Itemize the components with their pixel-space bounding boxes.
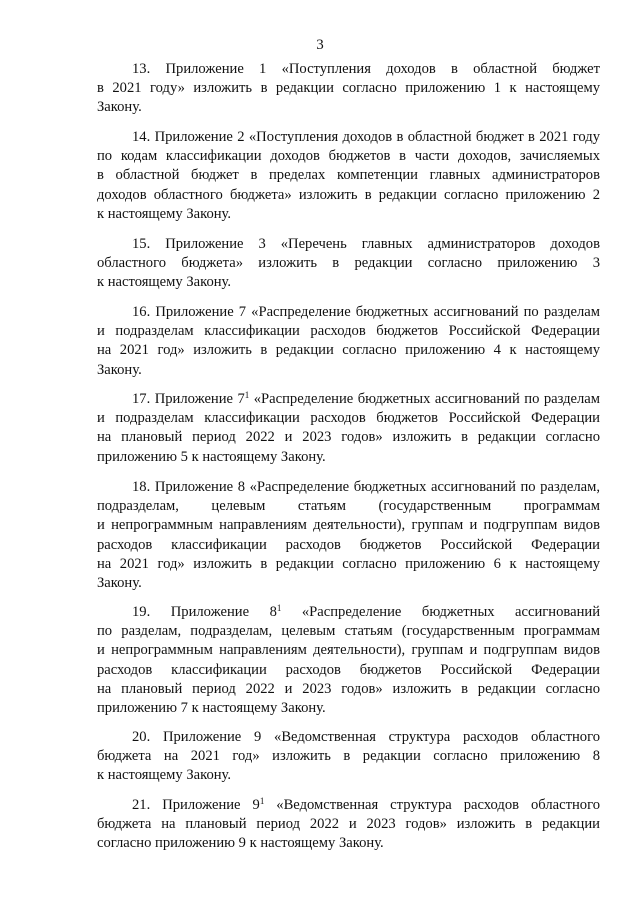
paragraph-line: и непрограммным направлениям деятельности), группам и подгруппам видов bbox=[97, 517, 600, 534]
paragraph-line: приложению 5 к настоящему Закону. bbox=[97, 448, 326, 465]
paragraph-line: подразделам, целевым статьям (государственным программам bbox=[97, 498, 600, 515]
appendix-ref: 17. Приложение 7 bbox=[132, 391, 245, 407]
superscript: 1 bbox=[244, 390, 250, 400]
paragraph-19 bbox=[97, 603, 600, 718]
line-text: «Ведомственная структура расходов областного bbox=[264, 797, 600, 813]
paragraph-line: приложению 7 к настоящему Закону. bbox=[97, 699, 326, 716]
paragraph-line: к настоящему Закону. bbox=[97, 274, 232, 291]
paragraph-line: согласно приложению 9 к настоящему Закону. bbox=[97, 835, 384, 852]
line-text: «Распределение бюджетных ассигнований bbox=[281, 604, 600, 620]
paragraph-line: по разделам, подразделам, целевым статьям (государственным программам bbox=[97, 623, 600, 640]
paragraph-line: к настоящему Закону. bbox=[97, 767, 232, 784]
superscript: 1 bbox=[276, 603, 282, 613]
paragraph-line: на плановый период 2022 и 2023 годов» изложить в редакции согласно bbox=[97, 680, 600, 697]
paragraph-line: на 2021 год» изложить в редакции согласно приложению 6 к настоящему bbox=[97, 555, 600, 572]
superscript: 1 bbox=[259, 796, 265, 806]
appendix-ref: 19. Приложение 8 bbox=[132, 604, 277, 620]
paragraph-21 bbox=[97, 796, 600, 854]
paragraph-line: доходов областного бюджета» изложить в редакции согласно приложению 2 bbox=[97, 186, 600, 203]
paragraph-line: 16. Приложение 7 «Распределение бюджетных ассигнований по разделам bbox=[132, 304, 600, 320]
paragraph-line: бюджета на плановый период 2022 и 2023 годов» изложить в редакции bbox=[97, 816, 600, 833]
paragraph-line: бюджета на 2021 год» изложить в редакции согласно приложению 8 bbox=[97, 748, 600, 765]
paragraph-line: и подразделам классификации расходов бюджетов Российской Федерации bbox=[97, 323, 600, 340]
paragraph-20 bbox=[97, 728, 600, 786]
paragraph-line: 20. Приложение 9 «Ведомственная структура расходов областного bbox=[132, 729, 600, 745]
paragraph-line: Закону. bbox=[97, 99, 142, 116]
paragraph-line: Закону. bbox=[97, 574, 142, 591]
paragraph-16 bbox=[97, 303, 600, 380]
appendix-ref: 21. Приложение 9 bbox=[132, 797, 260, 813]
page-number: 3 bbox=[316, 37, 324, 53]
paragraph-line: на 2021 год» изложить в редакции согласно приложению 4 к настоящему bbox=[97, 342, 600, 359]
paragraph-line: 15. Приложение 3 «Перечень главных администраторов доходов bbox=[132, 236, 600, 252]
paragraph-line: в 2021 году» изложить в редакции согласно приложению 1 к настоящему bbox=[97, 80, 600, 97]
paragraph-line: расходов классификации расходов бюджетов Российской Федерации bbox=[97, 661, 600, 678]
paragraph-line: 14. Приложение 2 «Поступления доходов в областной бюджет в 2021 году bbox=[132, 129, 600, 145]
paragraph-line: расходов классификации расходов бюджетов Российской Федерации bbox=[97, 536, 600, 553]
paragraph-line bbox=[97, 390, 600, 409]
paragraph-line: по кодам классификации доходов бюджетов в части доходов, зачисляемых bbox=[97, 148, 600, 165]
paragraph-13 bbox=[97, 60, 600, 118]
paragraph-line: 18. Приложение 8 «Распределение бюджетных ассигнований по разделам, bbox=[132, 479, 600, 495]
paragraph-17 bbox=[97, 390, 600, 467]
paragraph-line bbox=[97, 603, 600, 622]
paragraph-line: в областной бюджет в пределах компетенции главных администраторов bbox=[97, 167, 600, 184]
paragraph-14 bbox=[97, 128, 600, 224]
paragraph-line: и непрограммным направлениям деятельности), группам и подгруппам видов bbox=[97, 642, 600, 659]
paragraph-line bbox=[97, 796, 600, 815]
paragraph-line: 13. Приложение 1 «Поступления доходов в областной бюджет bbox=[132, 61, 600, 77]
paragraph-18 bbox=[97, 478, 600, 593]
paragraph-line: и подразделам классификации расходов бюджетов Российской Федерации bbox=[97, 410, 600, 427]
paragraph-line: к настоящему Закону. bbox=[97, 205, 232, 222]
paragraph-line: Закону. bbox=[97, 361, 142, 378]
paragraph-line: на плановый период 2022 и 2023 годов» изложить в редакции согласно bbox=[97, 429, 600, 446]
paragraph-line: областного бюджета» изложить в редакции согласно приложению 3 bbox=[97, 255, 600, 272]
line-text: «Распределение бюджетных ассигнований по разделам bbox=[249, 391, 600, 407]
paragraph-15 bbox=[97, 235, 600, 293]
